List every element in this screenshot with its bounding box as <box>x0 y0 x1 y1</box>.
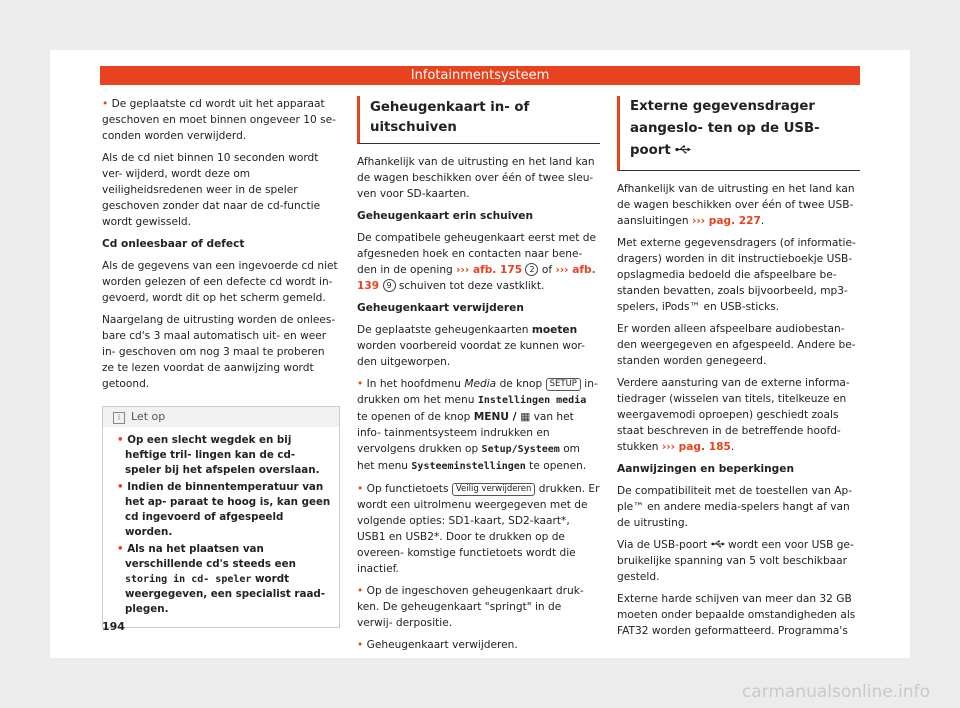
bullet-icon: • <box>357 378 364 390</box>
subheading: Cd onleesbaar of defect <box>102 238 245 250</box>
paragraph-text: De geplaatste cd wordt uit het apparaat geschoven en moet binnen ongeveer 10 se- conden worden verwijderd. <box>102 98 336 142</box>
usb-icon <box>675 145 691 154</box>
list-item: • Geheugenkaart verwijderen. <box>357 639 518 651</box>
paragraph: De geplaatste geheugenkaarten moeten worden voorbereid voordat ze kunnen wor- den uitgeworpen. <box>357 324 585 368</box>
tip-item: • Indien de binnentemperatuur van het ap- paraat te hoog is, kan geen cd ingevoerd of afgespeeld worden. <box>117 481 331 538</box>
column-left <box>102 96 340 628</box>
bullet-icon: • <box>102 98 109 110</box>
page-reference-link[interactable]: ››› afb. 139 <box>357 264 596 292</box>
paragraph: Naargelang de uitrusting worden de onlees- bare cd's 3 maal automatisch uit- en weer in- geschoven om nog 3 maal te proberen ze te lezen voordat de aanwijzing wordt getoond. <box>102 314 336 390</box>
paragraph: De compatibiliteit met de toestellen van Ap- ple™ en andere media-spelers hangt af van de uitrusting. <box>617 485 853 529</box>
safe-remove-key: Veilig verwijderen <box>452 483 536 496</box>
chapter-banner: Infotainmentsysteem <box>100 66 860 85</box>
section-heading: Externe gegevensdrager aangeslo- ten op de USB-poort <box>617 96 860 171</box>
menu-key: MENU / ▦ <box>473 411 531 423</box>
callout-number: 2 <box>525 263 538 276</box>
tip-header <box>103 407 339 427</box>
page-reference-link[interactable]: ››› pag. 185 <box>661 441 731 453</box>
paragraph: Als de gegevens van een ingevoerde cd niet worden gelezen of een defecte cd wordt in- gevoerd, wordt dit op het scherm gemeld. <box>102 260 338 304</box>
tip-title: Let op <box>131 410 166 423</box>
paragraph: Afhankelijk van de uitrusting en het land kan de wagen beschikken over één of twee sleu- ven voor SD-kaarten. <box>357 156 595 200</box>
paragraph: Afhankelijk van de uitrusting en het land kan de wagen beschikken over één of twee USB- aansluitingen ››› pag. 227. <box>617 183 855 227</box>
list-item: • Op functietoets Veilig verwijderen drukken. Er wordt een uitrolmenu weergegeven met de volgende opties: SD1-kaart, SD2-kaart*, USB1 en USB2*. Door te drukken op de overeen- komstige functietoets wordt die inactief. <box>357 483 600 575</box>
paragraph: Verdere aansturing van de externe informa- tiedrager (wisselen van titels, titelkeuze en weergavemodi oproepen) geschiedt zoals staat beschreven in de betreffende hoofd- stukken ››› pag. 185. <box>617 377 850 453</box>
bullet-icon: • <box>357 483 364 495</box>
column-right <box>617 96 860 645</box>
subheading: Geheugenkaart verwijderen <box>357 302 524 314</box>
subheading: Geheugenkaart erin schuiven <box>357 210 533 222</box>
tip-item: • Op een slecht wegdek en bij heftige tril- lingen kan de cd-speler bij het afspelen overslaan. <box>117 434 320 476</box>
setup-key: SETUP <box>546 378 581 391</box>
tip-item: • Als na het plaatsen van verschillende cd's steeds een storing in cd- speler wordt weergegeven, een specialist raad- plegen. <box>117 543 326 615</box>
paragraph: Externe harde schijven van meer dan 32 GB moeten onder bepaalde omstandigheden als FAT32 worden geformatteerd. Programma's <box>617 593 856 637</box>
tip-list <box>103 433 339 617</box>
usb-icon <box>711 540 725 548</box>
callout-number: 9 <box>383 279 396 292</box>
paragraph: Met externe gegevensdragers (of informatie- dragers) worden in dit instructieboekje USB- opslagmedia bedoeld die afspeelbare be- standen bevatten, zoals bijvoorbeeld, mp3- spelers, iPods™ en USB-sticks. <box>617 237 856 313</box>
paragraph: De compatibele geheugenkaart eerst met de afgesneden hoek en contacten naar bene- den in de opening ››› afb. 175 2 of ››› afb. 139 9 schuiven tot deze vastklikt. <box>357 232 597 292</box>
page-reference-link[interactable]: ››› afb. 175 <box>456 264 523 276</box>
column-middle <box>357 96 600 659</box>
paragraph: Er worden alleen afspeelbare audiobestan- den weergegeven en afgespeeld. Andere be- standen worden genegeerd. <box>617 323 856 367</box>
list-item: • In het hoofdmenu Media de knop SETUP in- drukken om het menu Instellingen media te openen of de knop MENU / ▦ van het info- tainmentsysteem indrukken en vervolgens drukken op Setup/Systeem om het menu Systeeminstellingen te openen. <box>357 378 598 472</box>
section-heading: Geheugenkaart in- of uitschuiven <box>357 96 600 144</box>
paragraph: Via de USB-poort wordt een voor USB ge- bruikelijke spanning van 5 volt beschikbaar gesteld. <box>617 539 854 583</box>
bullet-icon: • <box>357 639 364 651</box>
page-reference-link[interactable]: ››› pag. 227 <box>691 215 761 227</box>
subheading: Aanwijzingen en beperkingen <box>617 463 794 475</box>
paragraph: Als de cd niet binnen 10 seconden wordt ver- wijderd, wordt deze om veiligheidsredenen weer in de speler geschoven zonder dat naar de cd-functie wordt gewisseld. <box>102 152 321 228</box>
bullet-icon: • <box>357 585 364 597</box>
info-icon: i <box>113 412 125 424</box>
watermark: carmanualsonline.info <box>741 682 930 702</box>
paragraph <box>102 96 340 144</box>
list-item: • Op de ingeschoven geheugenkaart druk- ken. De geheugenkaart "springt" in de verwij- derpositie. <box>357 585 584 629</box>
tip-box <box>102 406 340 628</box>
page-number: 194 <box>102 620 125 633</box>
